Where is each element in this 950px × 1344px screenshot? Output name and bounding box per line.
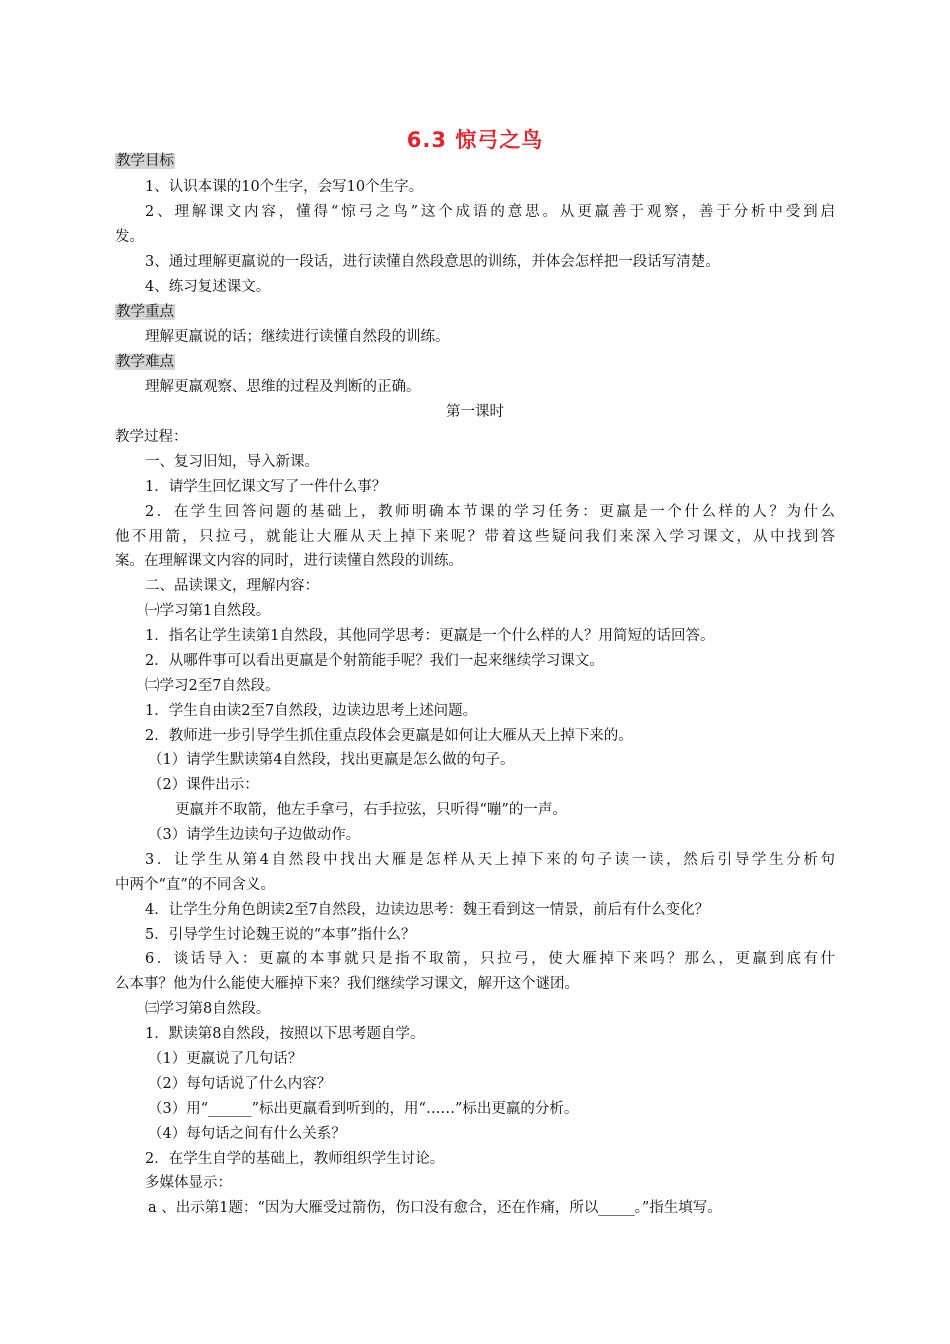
process-line: 一、复习旧知，导入新课。 bbox=[145, 454, 319, 470]
difficulties-text: 理解更羸观察、思维的过程及判断的正确。 bbox=[145, 379, 421, 395]
process-line: a 、出示第1题：“因为大雁受过箭伤，伤口没有愈合，还在作痛，所以_____。”指生填写。 bbox=[148, 1200, 722, 1216]
difficulties-heading bbox=[115, 352, 175, 372]
process-line: 1．默读第8自然段，按照以下思考题自学。 bbox=[145, 1026, 425, 1042]
process-line: （2）每句话说了什么内容？ bbox=[148, 1076, 332, 1092]
process-line: 4．让学生分角色朗读2至7自然段，边读边思考：魏王看到这一情景，前后有什么变化？ bbox=[145, 902, 710, 918]
process-line: （2）课件出示： bbox=[148, 777, 259, 793]
process-line: 更羸并不取箭，他左手拿弓，右手拉弦，只听得“嘣”的一声。 bbox=[175, 802, 567, 818]
process-line: （3）用“______”标出更羸看到听到的，用“……”标出更羸的分析。 bbox=[148, 1101, 579, 1117]
process-line: ㈡学习2至7自然段。 bbox=[145, 678, 280, 694]
key-points-heading bbox=[115, 302, 175, 322]
process-line: 5．引导学生讨论魏王说的“本事”指什么？ bbox=[145, 927, 416, 943]
process-label: 教学过程： bbox=[115, 429, 188, 445]
process-line: （1）更羸说了几句话？ bbox=[148, 1051, 303, 1067]
key-points-text: 理解更羸说的话；继续进行读懂自然段的训练。 bbox=[145, 329, 450, 345]
objective-2-cont: 发。 bbox=[115, 229, 144, 245]
objectives-heading-label: 教学目标 bbox=[116, 153, 174, 169]
document-title: 6.3 惊弓之鸟 bbox=[406, 128, 544, 152]
objective-2: 2、理解课文内容，懂得“惊弓之鸟”这个成语的意思。从更羸善于观察，善于分析中受到启 bbox=[145, 204, 835, 220]
process-line: （3）请学生边读句子边做动作。 bbox=[148, 827, 361, 843]
process-line: （4）每句话之间有什么关系？ bbox=[148, 1126, 346, 1142]
process-line: 案。在理解课文内容的同时，进行读懂自然段的训练。 bbox=[115, 553, 463, 569]
objective-1: 1、认识本课的10个生字，会写10个生字。 bbox=[145, 179, 424, 195]
process-line: ㈠学习第1自然段。 bbox=[145, 603, 271, 619]
process-line: 1．指名让学生读第1自然段，其他同学思考：更羸是一个什么样的人？用简短的话回答。 bbox=[145, 628, 715, 644]
process-line: 二、品读课文，理解内容： bbox=[145, 578, 319, 594]
lesson-label: 第一课时 bbox=[446, 404, 504, 420]
objectives-heading bbox=[115, 151, 175, 171]
process-line: 2．在学生回答问题的基础上，教师明确本节课的学习任务：更羸是一个什么样的人？为什么 bbox=[145, 504, 835, 520]
difficulties-heading-label: 教学难点 bbox=[116, 354, 174, 370]
key-points-heading-label: 教学重点 bbox=[116, 304, 174, 320]
process-line: 2．教师进一步引导学生抓住重点段体会更羸是如何让大雁从天上掉下来的。 bbox=[145, 728, 633, 744]
process-line: 中两个“直”的不同含义。 bbox=[115, 877, 275, 893]
process-line: 2．在学生自学的基础上，教师组织学生讨论。 bbox=[145, 1151, 445, 1167]
objective-4: 4、练习复述课文。 bbox=[145, 279, 271, 295]
process-line: 2．从哪件事可以看出更羸是个射箭能手呢？我们一起来继续学习课文。 bbox=[145, 653, 604, 669]
process-line: 他不用箭，只拉弓，就能让大雁从天上掉下来呢？带着这些疑问我们来深入学习课文，从中找到答 bbox=[115, 529, 835, 545]
process-line: 6．谈话导入：更羸的本事就只是指不取箭，只拉弓，使大雁掉下来吗？那么，更羸到底有什 bbox=[145, 951, 835, 967]
process-line: 么本事？他为什么能使大雁掉下来？我们继续学习课文，解开这个谜团。 bbox=[115, 976, 579, 992]
process-line: 1．请学生回忆课文写了一件什么事？ bbox=[145, 479, 387, 495]
process-line: ㈢学习第8自然段。 bbox=[145, 1001, 271, 1017]
process-line: 3．让学生从第4自然段中找出大雁是怎样从天上掉下来的句子读一读，然后引导学生分析句 bbox=[145, 852, 835, 868]
process-line: 1．学生自由读2至7自然段，边读边思考上述问题。 bbox=[145, 703, 478, 719]
process-line: 多媒体显示： bbox=[145, 1175, 232, 1191]
objective-3: 3、通过理解更羸说的一段话，进行读懂自然段意思的训练，并体会怎样把一段话写清楚。 bbox=[145, 254, 720, 270]
process-line: （1）请学生默读第4自然段，找出更羸是怎么做的句子。 bbox=[148, 752, 515, 768]
